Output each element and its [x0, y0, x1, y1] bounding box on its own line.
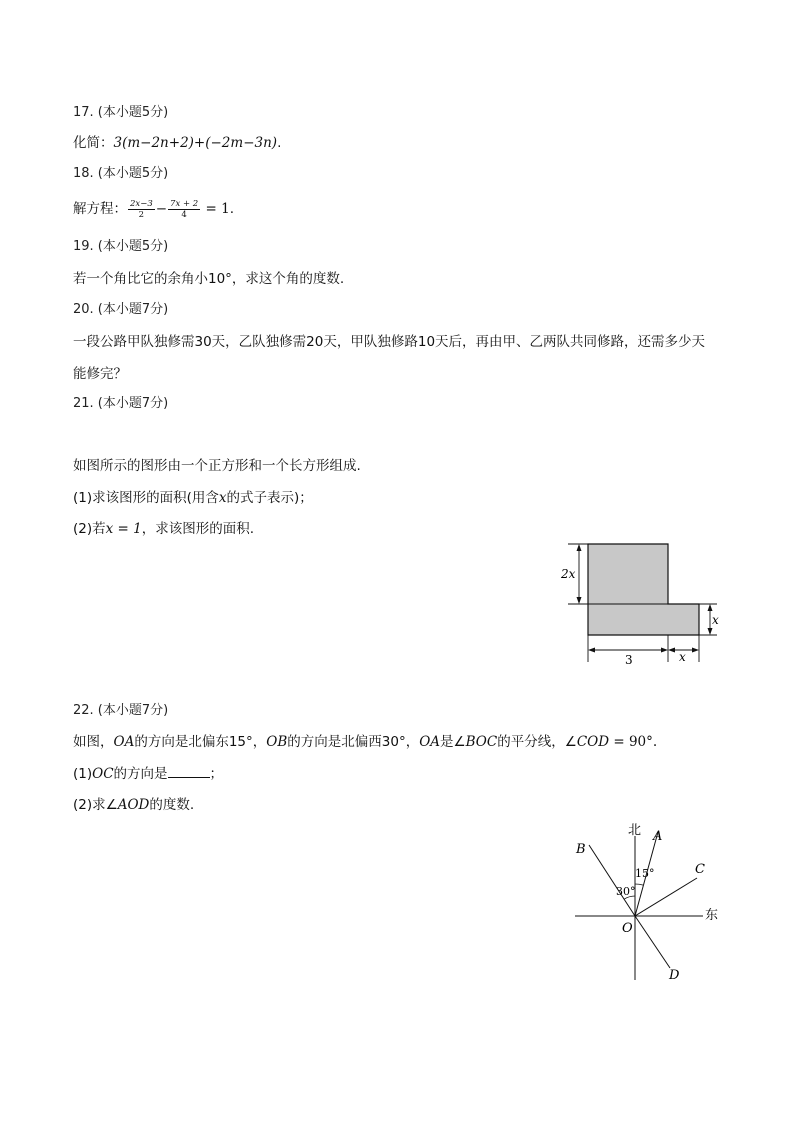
q21-part1	[73, 488, 313, 508]
q22-part2-a: (2)求∠	[73, 797, 118, 813]
q22-label-a: A	[653, 829, 663, 844]
q22-label-east: 东	[705, 908, 719, 923]
q21-l-shape	[588, 544, 699, 635]
q22-label-angle-15: 15°	[635, 867, 655, 880]
q21-dim-stepw-arrow-left	[668, 648, 675, 653]
q22-angle-cod: COD	[576, 734, 610, 750]
q17-problem	[73, 133, 281, 153]
q22-label-c: C	[695, 862, 705, 877]
q22-part2-aod: AOD	[117, 797, 150, 813]
q17-expression: 3(m−2n+2)+(−2m−3n)	[113, 135, 278, 151]
q21-dim-width-arrow-left	[588, 648, 595, 653]
q22-label-o: O	[622, 921, 633, 936]
q21-dim-width-arrow-right	[661, 648, 668, 653]
q22-label-angle-30: 30°	[616, 885, 636, 898]
q21-dim-height-arrow-top	[577, 544, 582, 551]
q18-problem	[73, 196, 234, 222]
q21-part1-b: 的式子表示)；	[226, 490, 313, 506]
q22-part1	[73, 763, 223, 784]
q22-text	[73, 732, 657, 752]
q18-minus: −	[155, 201, 168, 217]
q22-part1-a: (1)	[73, 766, 93, 782]
q22-label-d: D	[669, 968, 680, 983]
q22-angle-boc: BOC	[465, 734, 498, 750]
q22-ray-ob-line	[589, 845, 635, 916]
q18-frac1-numerator: 2x−3	[130, 198, 153, 209]
q21-label-x-right: x	[712, 613, 719, 627]
q21-label-x-bottom: x	[679, 650, 686, 664]
q22-label-b: B	[576, 842, 586, 857]
q21-figure	[555, 535, 730, 670]
q17-prefix: 化简：	[73, 135, 114, 151]
q22-text-f: = 90°.	[609, 734, 658, 750]
q22-part1-oc: OC	[92, 766, 114, 782]
q17-suffix: .	[277, 135, 282, 151]
q21-label-2x: 2x	[561, 567, 576, 581]
q22-label-north: 北	[628, 823, 642, 838]
q21-heading: 21. (本小题7分)	[73, 396, 169, 411]
q21-dim-step-arrow-bottom	[708, 628, 713, 635]
q22-text-a: 如图，	[73, 734, 114, 750]
q20-text-line2: 能修完？	[73, 366, 127, 382]
q22-part2-b: 的度数.	[149, 797, 195, 813]
q22-ray-oa: OA	[113, 734, 135, 750]
q22-text-e: 的平分线，∠	[497, 734, 577, 750]
q18-frac2-numerator: 7x + 2	[170, 198, 199, 209]
q19-text: 若一个角比它的余角小10°，求这个角的度数.	[73, 271, 345, 287]
q20-heading: 20. (本小题7分)	[73, 302, 169, 317]
q22-ray-od-line	[635, 916, 670, 968]
q22-text-c: 的方向是北偏西30°，	[287, 734, 420, 750]
q22-ray-ob: OB	[266, 734, 288, 750]
q22-text-d: 是∠	[440, 734, 466, 750]
q22-part1-c: ；	[209, 766, 224, 782]
q18-fraction-1	[128, 199, 155, 220]
q18-prefix: 解方程：	[73, 201, 127, 217]
q21-dim-height-arrow-bottom	[577, 597, 582, 604]
q22-figure	[565, 818, 730, 988]
q21-label-3: 3	[625, 653, 633, 667]
q17-heading: 17. (本小题5分)	[73, 105, 169, 120]
q21-part1-a: (1)求该图形的面积(用含	[73, 490, 219, 506]
q21-part2-b: ，求该图形的面积.	[141, 521, 255, 537]
q21-part1-var: x	[218, 490, 227, 506]
q21-intro: 如图所示的图形由一个正方形和一个长方形组成.	[73, 458, 361, 474]
q22-part2	[73, 795, 194, 815]
q18-rhs: = 1	[205, 201, 230, 217]
q22-ray-oa-2: OA	[419, 734, 441, 750]
q18-frac2-denominator: 4	[181, 209, 187, 220]
q22-part1-b: 的方向是	[113, 766, 168, 782]
q21-part2	[73, 519, 254, 539]
q18-frac1-denominator: 2	[138, 209, 145, 220]
q22-heading: 22. (本小题7分)	[73, 703, 169, 718]
q21-part2-eq: x = 1	[105, 521, 142, 537]
q18-fraction-2	[168, 199, 200, 220]
q19-heading: 19. (本小题5分)	[73, 239, 169, 254]
q22-text-b: 的方向是北偏东15°，	[134, 734, 267, 750]
q22-answer-blank[interactable]	[168, 763, 210, 778]
q18-suffix: .	[229, 201, 234, 217]
q18-heading: 18. (本小题5分)	[73, 166, 169, 181]
q22-arc-15	[635, 884, 643, 885]
q21-dim-step-arrow-top	[708, 604, 713, 611]
q21-dim-stepw-arrow-right	[692, 648, 699, 653]
q21-part2-a: (2)若	[73, 521, 106, 537]
q20-text-line1: 一段公路甲队独修需30天，乙队独修需20天，甲队独修路10天后，再由甲、乙两队共同修路，还需多少天	[73, 334, 706, 350]
